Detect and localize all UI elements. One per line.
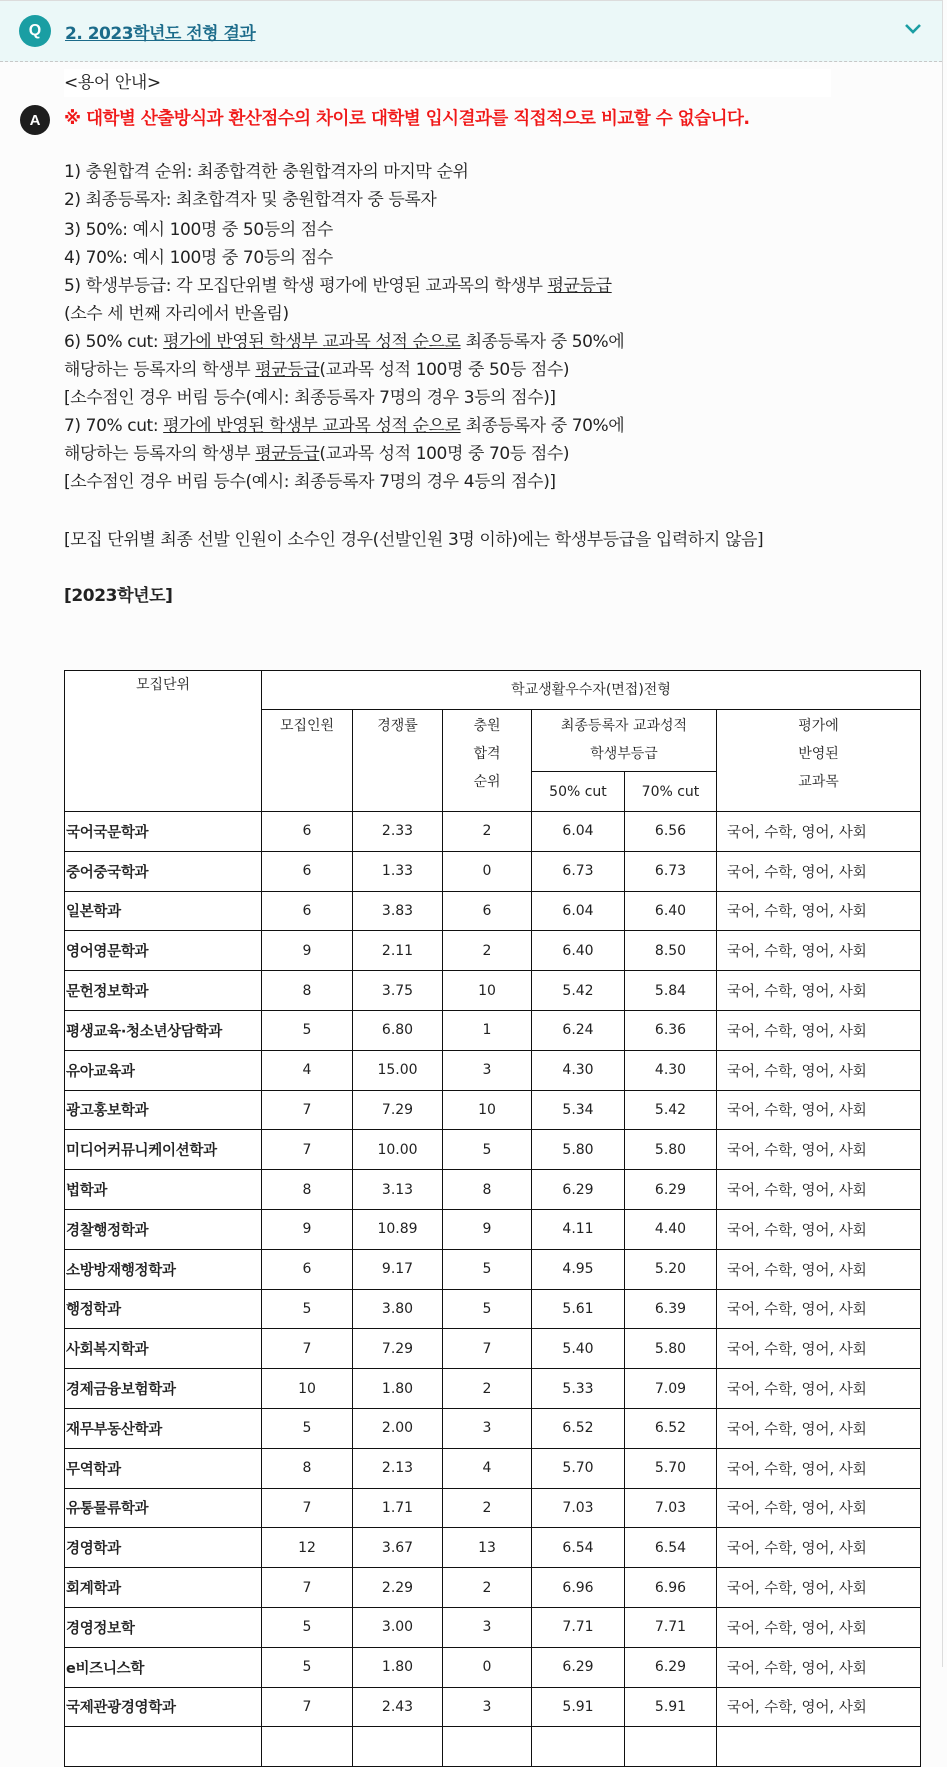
rank-cell: 8 [443, 1170, 532, 1210]
header-cut70: 70% cut [625, 772, 717, 812]
subjects-cell: 국어, 수학, 영어, 사회 [717, 971, 921, 1011]
definition-6-avg-grade: 평균등급 [255, 360, 320, 380]
cut50-cell: 5.33 [532, 1369, 625, 1409]
cut50-cell: 7.03 [532, 1488, 625, 1528]
subjects-cell: 국어, 수학, 영어, 사회 [717, 931, 921, 971]
definition-5-note: (소수 세 번째 자리에서 반올림) [64, 304, 289, 324]
subjects-cell: 국어, 수학, 영어, 사회 [717, 1209, 921, 1249]
faq-question-header[interactable] [0, 1, 942, 62]
dept-cell: 국어국문학과 [65, 812, 262, 852]
dept-cell: 경영학과 [65, 1528, 262, 1568]
header-grade-line2: 학생부등급 [590, 746, 658, 762]
term-guide-title: <용어 안내> [64, 69, 831, 97]
rank-cell: 5 [443, 1130, 532, 1170]
cut50-cell: 6.52 [532, 1408, 625, 1448]
dept-cell: 행정학과 [65, 1289, 262, 1329]
dept-cell: 재무부동산학과 [65, 1408, 262, 1448]
quota-cell: 9 [262, 931, 353, 971]
definition-6-line2 [64, 356, 624, 384]
subjects-cell: 국어, 수학, 영어, 사회 [717, 1408, 921, 1448]
rank-cell: 3 [443, 1408, 532, 1448]
quota-cell: 6 [262, 1249, 353, 1289]
cut70-cell: 6.56 [625, 812, 717, 852]
quota-cell: 12 [262, 1528, 353, 1568]
rank-cell: 10 [443, 1090, 532, 1130]
definition-7-label: 7) 70% cut: [64, 416, 164, 436]
definition-7-line2 [64, 440, 624, 468]
quota-cell: 6 [262, 812, 353, 852]
dept-cell: 경제금융보험학과 [65, 1369, 262, 1409]
quota-cell: 6 [262, 851, 353, 891]
quota-cell: 7 [262, 1130, 353, 1170]
ratio-cell: 3.83 [353, 891, 443, 931]
subjects-cell: 국어, 수학, 영어, 사회 [717, 1448, 921, 1488]
definition-7-line2-text: 해당하는 등록자의 학생부 [64, 444, 256, 464]
header-track: 학교생활우수자(면접)전형 [262, 671, 921, 710]
definition-6-line2-text: 해당하는 등록자의 학생부 [64, 360, 256, 380]
cut70-cell: 6.54 [625, 1528, 717, 1568]
definition-6-text: 최종등록자 중 50%에 [460, 332, 625, 352]
header-waitlist-line1: 충원 [473, 718, 501, 734]
cut50-cell: 4.11 [532, 1209, 625, 1249]
cut50-cell: 6.29 [532, 1170, 625, 1210]
ratio-cell: 1.80 [353, 1647, 443, 1687]
cut70-cell: 5.91 [625, 1687, 717, 1727]
cut50-cell: 4.95 [532, 1249, 625, 1289]
header-subjects [717, 710, 921, 812]
definition-1: 1) 충원합격 순위: 최종합격한 충원합격자의 마지막 순위 [64, 162, 469, 182]
table-row [65, 812, 921, 852]
quota-cell: 9 [262, 1209, 353, 1249]
header-cut50: 50% cut [532, 772, 625, 812]
rank-cell: 2 [443, 931, 532, 971]
dept-cell: 회계학과 [65, 1568, 262, 1608]
header-subjects-line3: 교과목 [798, 774, 839, 790]
dept-cell: 사회복지학과 [65, 1329, 262, 1369]
subjects-cell: 국어, 수학, 영어, 사회 [717, 1607, 921, 1647]
cut50-cell: 6.73 [532, 851, 625, 891]
quota-cell: 5 [262, 1289, 353, 1329]
table-row [65, 1647, 921, 1687]
dept-cell: 미디어커뮤니케이션학과 [65, 1130, 262, 1170]
ratio-cell: 6.80 [353, 1010, 443, 1050]
rank-cell: 10 [443, 971, 532, 1011]
rank-cell: 0 [443, 1647, 532, 1687]
table-row [65, 931, 921, 971]
quota-cell: 5 [262, 1408, 353, 1448]
cut50-cell: 5.80 [532, 1130, 625, 1170]
quota-cell: 8 [262, 1448, 353, 1488]
definition-7 [64, 412, 624, 440]
quota-cell: 6 [262, 891, 353, 931]
quota-cell: 10 [262, 1369, 353, 1409]
cut70-cell: 6.52 [625, 1408, 717, 1448]
table-row [65, 1607, 921, 1647]
ratio-cell: 3.00 [353, 1607, 443, 1647]
warning-notice: ※ 대학별 산출방식과 환산점수의 차이로 대학별 입시결과를 직접적으로 비교할 수 없습니다. [64, 109, 750, 129]
selection-note: [모집 단위별 최종 선발 인원이 소수인 경우(선발인원 3명 이하)에는 학생부등급을 입력하지 않음] [64, 530, 764, 550]
cut70-cell: 6.29 [625, 1170, 717, 1210]
definition-4: 4) 70%: 예시 100명 중 70등의 점수 [64, 248, 333, 268]
ratio-cell: 3.75 [353, 971, 443, 1011]
dept-cell: 경찰행정학과 [65, 1209, 262, 1249]
ratio-cell: 7.29 [353, 1329, 443, 1369]
rank-cell: 1 [443, 1010, 532, 1050]
rank-cell: 3 [443, 1050, 532, 1090]
cut70-cell: 5.80 [625, 1130, 717, 1170]
table-row [65, 1488, 921, 1528]
table-row [65, 1010, 921, 1050]
table-row [65, 1050, 921, 1090]
table-row [65, 1249, 921, 1289]
cut50-cell: 6.54 [532, 1528, 625, 1568]
cut70-cell: 7.71 [625, 1607, 717, 1647]
ratio-cell: 10.89 [353, 1209, 443, 1249]
header-ratio: 경쟁률 [353, 710, 443, 812]
subjects-cell: 국어, 수학, 영어, 사회 [717, 1488, 921, 1528]
header-subjects-line1: 평가에 [798, 718, 839, 734]
definition-6-underline: 평가에 반영된 학생부 교과목 성적 순으로 [163, 332, 461, 352]
subjects-cell: 국어, 수학, 영어, 사회 [717, 1289, 921, 1329]
dept-cell: 평생교육·청소년상담학과 [65, 1010, 262, 1050]
ratio-cell: 2.29 [353, 1568, 443, 1608]
ratio-cell: 9.17 [353, 1249, 443, 1289]
definition-6-line2-tail: (교과목 성적 100명 중 50등 점수) [319, 360, 570, 380]
table-body [65, 812, 921, 1767]
table-row [65, 1289, 921, 1329]
header-waitlist-line2: 합격 [473, 746, 501, 762]
definitions-list [64, 158, 624, 496]
subjects-cell: 국어, 수학, 영어, 사회 [717, 1170, 921, 1210]
quota-cell: 7 [262, 1090, 353, 1130]
header-grade [532, 710, 717, 772]
quota-cell: 7 [262, 1488, 353, 1528]
ratio-cell: 10.00 [353, 1130, 443, 1170]
rank-cell: 0 [443, 851, 532, 891]
cut50-cell: 5.34 [532, 1090, 625, 1130]
ratio-cell: 2.11 [353, 931, 443, 971]
ratio-cell: 3.13 [353, 1170, 443, 1210]
rank-cell: 7 [443, 1329, 532, 1369]
subjects-cell: 국어, 수학, 영어, 사회 [717, 1369, 921, 1409]
subjects-cell: 국어, 수학, 영어, 사회 [717, 812, 921, 852]
q-badge: Q [19, 15, 51, 47]
header-grade-line1: 최종등록자 교과성적 [560, 718, 688, 734]
quota-cell: 8 [262, 971, 353, 1011]
definition-6 [64, 328, 624, 356]
definition-7-line2-tail: (교과목 성적 100명 중 70등 점수) [319, 444, 570, 464]
cut50-cell: 5.40 [532, 1329, 625, 1369]
subjects-cell: 국어, 수학, 영어, 사회 [717, 1329, 921, 1369]
dept-cell: e비즈니스학 [65, 1647, 262, 1687]
ratio-cell: 1.71 [353, 1488, 443, 1528]
subjects-cell: 국어, 수학, 영어, 사회 [717, 1687, 921, 1727]
subjects-cell: 국어, 수학, 영어, 사회 [717, 1249, 921, 1289]
header-unit: 모집단위 [65, 671, 262, 812]
dept-cell: 일본학과 [65, 891, 262, 931]
cut70-cell: 5.80 [625, 1329, 717, 1369]
quota-cell: 5 [262, 1607, 353, 1647]
chevron-down-icon[interactable] [904, 23, 922, 35]
subjects-cell: 국어, 수학, 영어, 사회 [717, 851, 921, 891]
ratio-cell: 7.29 [353, 1090, 443, 1130]
table-row [65, 1130, 921, 1170]
ratio-cell: 3.80 [353, 1289, 443, 1329]
dept-cell: 법학과 [65, 1170, 262, 1210]
subjects-cell: 국어, 수학, 영어, 사회 [717, 891, 921, 931]
cut70-cell: 6.36 [625, 1010, 717, 1050]
subjects-cell: 국어, 수학, 영어, 사회 [717, 1130, 921, 1170]
cut70-cell: 4.40 [625, 1209, 717, 1249]
year-heading: [2023학년도] [64, 586, 173, 606]
header-waitlist-line3: 순위 [473, 774, 501, 790]
definition-7-underline: 평가에 반영된 학생부 교과목 성적 순으로 [163, 416, 461, 436]
cut70-cell: 7.03 [625, 1488, 717, 1528]
quota-cell: 5 [262, 1010, 353, 1050]
rank-cell: 4 [443, 1448, 532, 1488]
dept-cell: 영어영문학과 [65, 931, 262, 971]
admission-results-table [64, 670, 921, 1767]
cut70-cell: 6.96 [625, 1568, 717, 1608]
definition-5-text: 5) 학생부등급: 각 모집단위별 학생 평가에 반영된 교과목의 학생부 [64, 276, 548, 296]
cut70-cell [625, 1727, 717, 1767]
cut50-cell: 5.91 [532, 1687, 625, 1727]
a-badge: A [20, 105, 50, 135]
cut50-cell: 5.42 [532, 971, 625, 1011]
dept-cell: 유통물류학과 [65, 1488, 262, 1528]
cut50-cell: 6.29 [532, 1647, 625, 1687]
header-quota: 모집인원 [262, 710, 353, 812]
dept-cell: 소방방재행정학과 [65, 1249, 262, 1289]
subjects-cell: 국어, 수학, 영어, 사회 [717, 1090, 921, 1130]
rank-cell: 6 [443, 891, 532, 931]
ratio-cell: 1.80 [353, 1369, 443, 1409]
table-row [65, 851, 921, 891]
table-row [65, 1568, 921, 1608]
definition-7-text: 최종등록자 중 70%에 [460, 416, 625, 436]
definition-6-line3: [소수점인 경우 버림 등수(예시: 최종등록자 7명의 경우 3등의 점수)] [64, 388, 556, 408]
rank-cell: 9 [443, 1209, 532, 1249]
dept-cell: 유아교육과 [65, 1050, 262, 1090]
quota-cell [262, 1727, 353, 1767]
rank-cell [443, 1727, 532, 1767]
table-row [65, 1329, 921, 1369]
table-row [65, 1090, 921, 1130]
table-row [65, 1408, 921, 1448]
cut70-cell: 6.40 [625, 891, 717, 931]
quota-cell: 8 [262, 1170, 353, 1210]
definition-3: 3) 50%: 예시 100명 중 50등의 점수 [64, 220, 333, 240]
cut70-cell: 6.73 [625, 851, 717, 891]
cut70-cell: 5.42 [625, 1090, 717, 1130]
definition-5-underline: 평균등급 [547, 276, 612, 296]
ratio-cell: 2.33 [353, 812, 443, 852]
cut70-cell: 6.29 [625, 1647, 717, 1687]
cut50-cell: 5.70 [532, 1448, 625, 1488]
ratio-cell: 15.00 [353, 1050, 443, 1090]
cut70-cell: 7.09 [625, 1369, 717, 1409]
definition-2: 2) 최종등록자: 최초합격자 및 충원합격자 중 등록자 [64, 190, 437, 210]
table-row [65, 1369, 921, 1409]
quota-cell: 7 [262, 1687, 353, 1727]
cut70-cell: 5.70 [625, 1448, 717, 1488]
table-row [65, 1727, 921, 1767]
cut50-cell: 6.04 [532, 812, 625, 852]
cut50-cell [532, 1727, 625, 1767]
cut50-cell: 7.71 [532, 1607, 625, 1647]
rank-cell: 5 [443, 1289, 532, 1329]
dept-cell [65, 1727, 262, 1767]
cut70-cell: 5.20 [625, 1249, 717, 1289]
subjects-cell: 국어, 수학, 영어, 사회 [717, 1568, 921, 1608]
definition-7-line3: [소수점인 경우 버림 등수(예시: 최종등록자 7명의 경우 4등의 점수)] [64, 472, 556, 492]
rank-cell: 2 [443, 812, 532, 852]
table-row [65, 1528, 921, 1568]
cut50-cell: 6.24 [532, 1010, 625, 1050]
cut70-cell: 4.30 [625, 1050, 717, 1090]
table-row [65, 1170, 921, 1210]
table-row [65, 1209, 921, 1249]
ratio-cell: 1.33 [353, 851, 443, 891]
cut50-cell: 6.96 [532, 1568, 625, 1608]
table-row [65, 891, 921, 931]
ratio-cell: 2.43 [353, 1687, 443, 1727]
ratio-cell: 2.00 [353, 1408, 443, 1448]
dept-cell: 문헌정보학과 [65, 971, 262, 1011]
definition-6-label: 6) 50% cut: [64, 332, 164, 352]
subjects-cell: 국어, 수학, 영어, 사회 [717, 1647, 921, 1687]
cut50-cell: 6.04 [532, 891, 625, 931]
subjects-cell: 국어, 수학, 영어, 사회 [717, 1050, 921, 1090]
rank-cell: 2 [443, 1369, 532, 1409]
table-row [65, 971, 921, 1011]
question-title-link[interactable]: 2. 2023학년도 전형 결과 [65, 23, 256, 44]
table-row [65, 1448, 921, 1488]
dept-cell: 중어중국학과 [65, 851, 262, 891]
cut70-cell: 5.84 [625, 971, 717, 1011]
dept-cell: 경영정보학 [65, 1607, 262, 1647]
header-waitlist-rank [443, 710, 532, 812]
rank-cell: 3 [443, 1607, 532, 1647]
subjects-cell [717, 1727, 921, 1767]
rank-cell: 2 [443, 1568, 532, 1608]
dept-cell: 무역학과 [65, 1448, 262, 1488]
ratio-cell [353, 1727, 443, 1767]
cut50-cell: 6.40 [532, 931, 625, 971]
cut50-cell: 5.61 [532, 1289, 625, 1329]
cut50-cell: 4.30 [532, 1050, 625, 1090]
rank-cell: 3 [443, 1687, 532, 1727]
rank-cell: 2 [443, 1488, 532, 1528]
quota-cell: 7 [262, 1568, 353, 1608]
header-subjects-line2: 반영된 [798, 746, 839, 762]
table-row [65, 1687, 921, 1727]
dept-cell: 국제관광경영학과 [65, 1687, 262, 1727]
quota-cell: 7 [262, 1329, 353, 1369]
quota-cell: 5 [262, 1647, 353, 1687]
rank-cell: 5 [443, 1249, 532, 1289]
subjects-cell: 국어, 수학, 영어, 사회 [717, 1528, 921, 1568]
definition-5 [64, 272, 624, 300]
ratio-cell: 2.13 [353, 1448, 443, 1488]
definition-7-avg-grade: 평균등급 [255, 444, 320, 464]
subjects-cell: 국어, 수학, 영어, 사회 [717, 1010, 921, 1050]
ratio-cell: 3.67 [353, 1528, 443, 1568]
quota-cell: 4 [262, 1050, 353, 1090]
cut70-cell: 8.50 [625, 931, 717, 971]
cut70-cell: 6.39 [625, 1289, 717, 1329]
rank-cell: 13 [443, 1528, 532, 1568]
dept-cell: 광고홍보학과 [65, 1090, 262, 1130]
